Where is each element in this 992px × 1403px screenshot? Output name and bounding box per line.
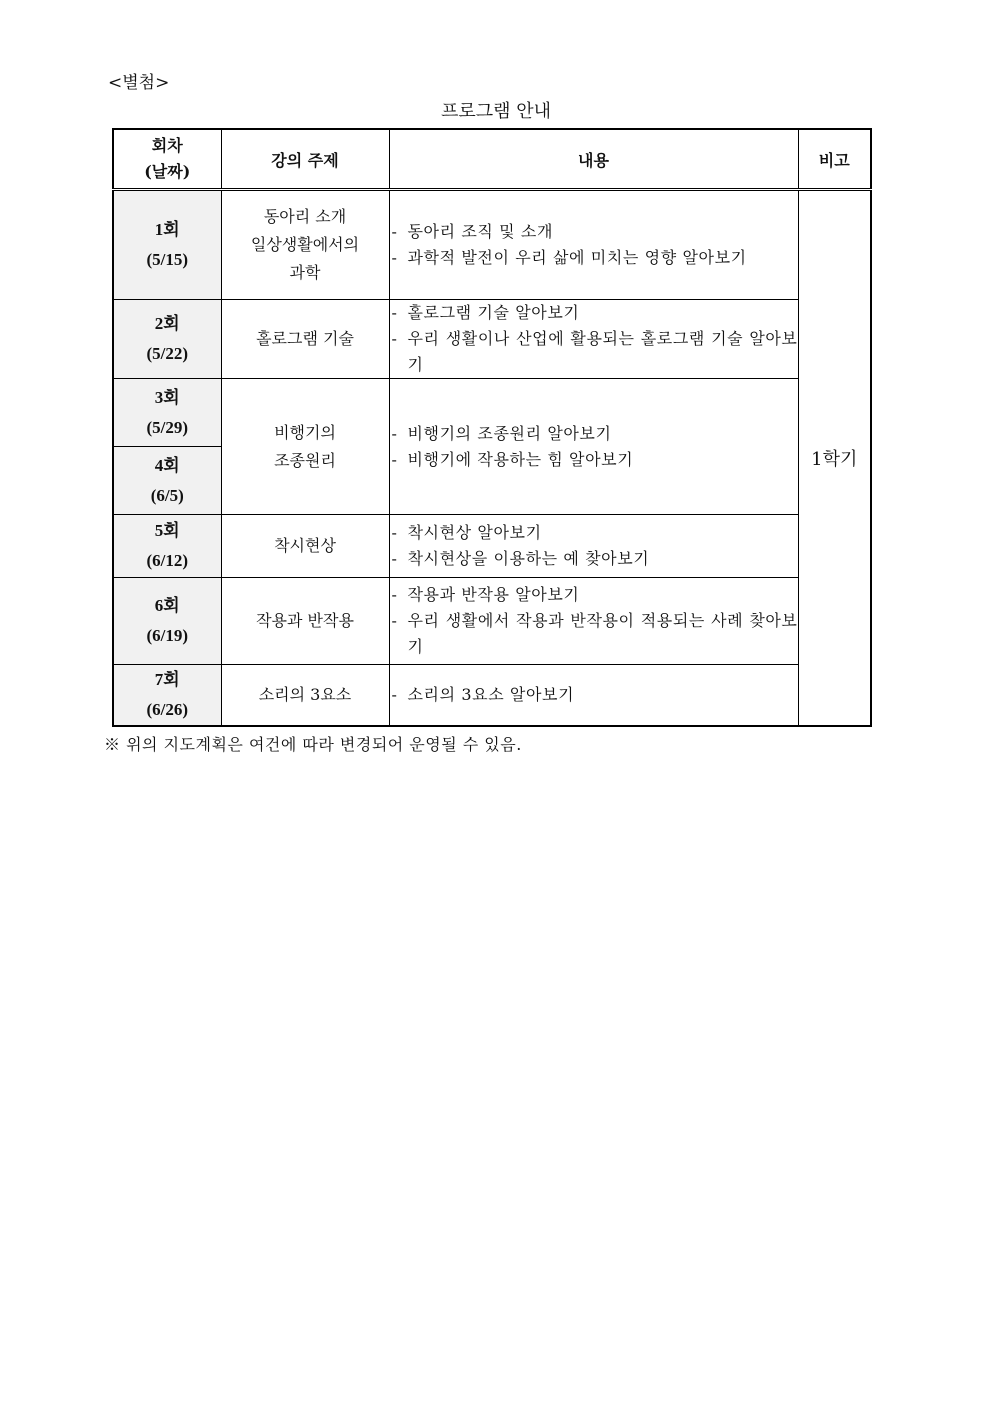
content-cell xyxy=(389,515,798,578)
remark-cell: 1학기 xyxy=(798,190,871,727)
content-item: - 비행기의 조종원리 알아보기 xyxy=(390,421,798,447)
round-number: 4회 xyxy=(154,455,180,475)
table-row xyxy=(113,190,871,300)
content-cell xyxy=(389,578,798,665)
table-row xyxy=(113,515,871,578)
topic-cell xyxy=(221,190,389,300)
content-item: - 착시현상 알아보기 xyxy=(390,520,798,546)
content-item: - 비행기에 작용하는 힘 알아보기 xyxy=(390,447,798,473)
round-cell xyxy=(113,515,221,578)
header-round xyxy=(113,129,221,190)
topic-cell xyxy=(221,665,389,727)
program-table xyxy=(112,128,872,727)
content-item: - 소리의 3요소 알아보기 xyxy=(390,682,798,708)
topic-line: 과학 xyxy=(289,263,321,282)
round-cell xyxy=(113,300,221,379)
table-header-row xyxy=(113,129,871,190)
round-cell xyxy=(113,379,221,447)
topic-cell xyxy=(221,379,389,515)
round-number: 2회 xyxy=(154,314,180,333)
footnote: ※ 위의 지도계획은 여건에 따라 변경되어 운영될 수 있음. xyxy=(104,735,522,754)
round-date: (5/29) xyxy=(146,417,189,437)
content-cell xyxy=(389,379,798,515)
content-item: - 작용과 반작용 알아보기 xyxy=(390,582,798,608)
round-number: 3회 xyxy=(154,387,180,407)
topic-cell xyxy=(221,515,389,578)
table-row xyxy=(113,300,871,379)
header-remark: 비고 xyxy=(798,129,871,190)
content-item: - 우리 생활에서 작용과 반작용이 적용되는 사례 찾아보기 xyxy=(390,608,798,660)
header-content: 내용 xyxy=(389,129,798,190)
header-date-label: (날짜) xyxy=(144,162,191,181)
topic-line: 작용과 반작용 xyxy=(256,611,354,630)
content-cell xyxy=(389,190,798,300)
topic-line: 비행기의 xyxy=(274,422,336,442)
document-title: 프로그램 안내 xyxy=(440,101,552,122)
round-cell xyxy=(113,447,221,515)
topic-cell xyxy=(221,578,389,665)
round-cell xyxy=(113,578,221,665)
table-row xyxy=(113,578,871,665)
content-cell xyxy=(389,665,798,727)
topic-line: 소리의 3요소 xyxy=(258,685,352,704)
round-cell xyxy=(113,190,221,300)
topic-line: 착시현상 xyxy=(274,536,336,555)
attachment-label: <별첨> xyxy=(108,73,170,93)
round-cell xyxy=(113,665,221,727)
topic-cell xyxy=(221,300,389,379)
content-item: - 홀로그램 기술 알아보기 xyxy=(390,300,798,326)
content-item: - 과학적 발전이 우리 삶에 미치는 영향 알아보기 xyxy=(390,245,798,271)
table-row xyxy=(113,379,871,447)
content-item: - 착시현상을 이용하는 예 찾아보기 xyxy=(390,546,798,572)
round-date: (6/12) xyxy=(146,551,189,570)
round-number: 6회 xyxy=(154,596,180,615)
round-date: (6/19) xyxy=(146,626,189,645)
round-date: (6/26) xyxy=(146,700,189,719)
table-row xyxy=(113,665,871,727)
topic-line: 일상생활에서의 xyxy=(250,235,360,254)
topic-line: 조종원리 xyxy=(274,450,336,470)
round-date: (5/15) xyxy=(146,250,189,269)
content-item: - 동아리 조직 및 소개 xyxy=(390,219,798,245)
content-item: - 우리 생활이나 산업에 활용되는 홀로그램 기술 알아보기 xyxy=(390,326,798,378)
header-topic: 강의 주제 xyxy=(221,129,389,190)
round-date: (6/5) xyxy=(150,485,184,505)
topic-line: 동아리 소개 xyxy=(263,207,347,226)
round-number: 1회 xyxy=(154,220,180,239)
topic-line: 홀로그램 기술 xyxy=(256,329,354,348)
header-round-label: 회차 xyxy=(151,136,183,155)
round-date: (5/22) xyxy=(146,344,189,363)
content-cell xyxy=(389,300,798,379)
round-number: 5회 xyxy=(154,521,180,540)
round-number: 7회 xyxy=(154,670,180,689)
